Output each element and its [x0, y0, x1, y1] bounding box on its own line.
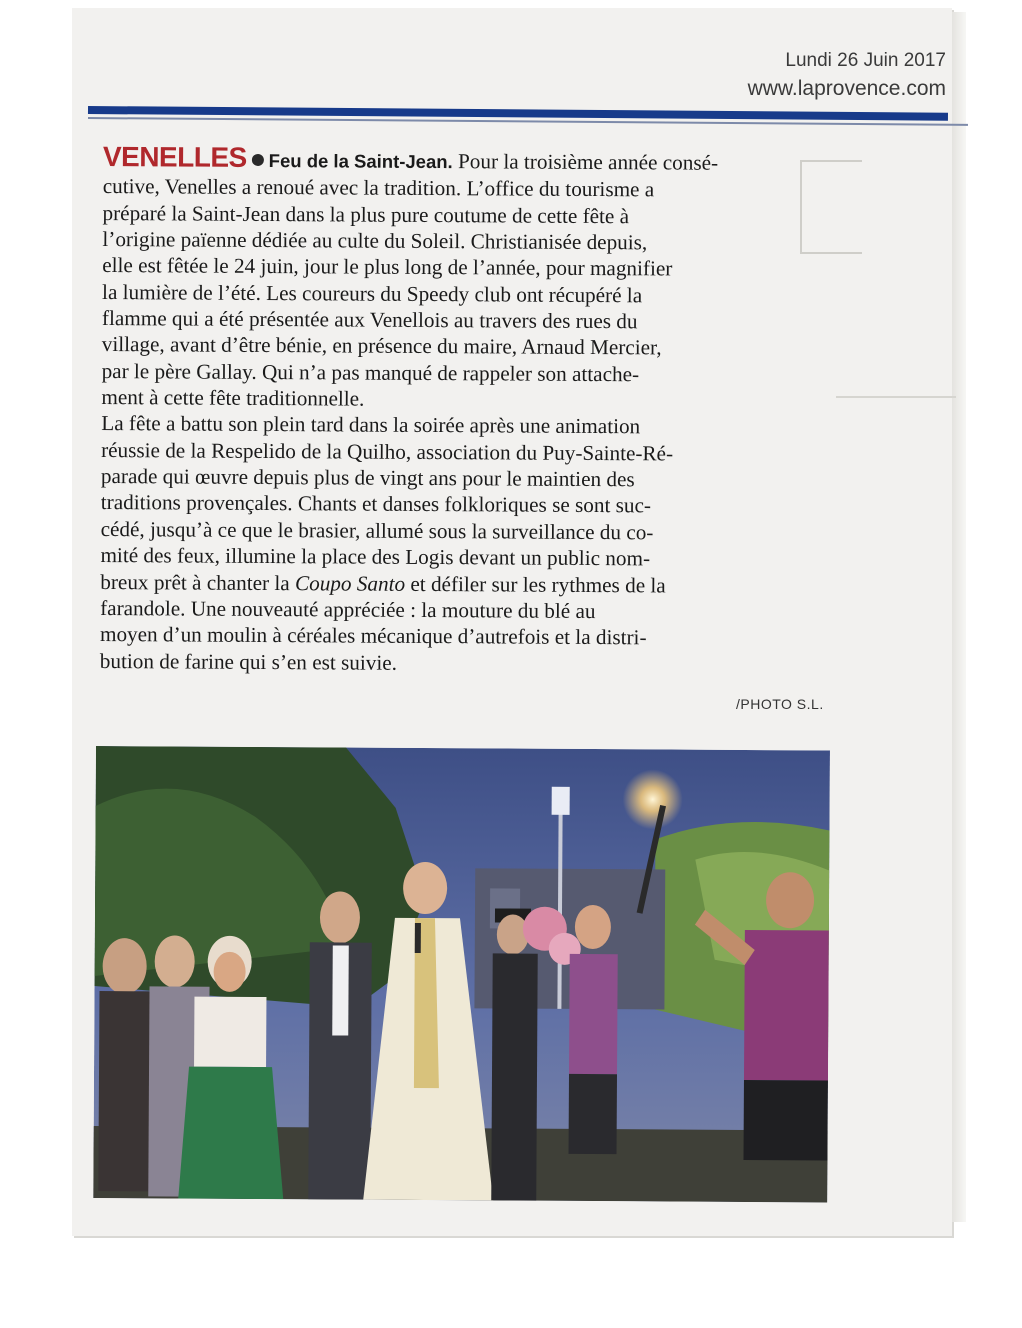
- article-line: préparé la Saint-Jean dans la plus pure coutume de cette fête à: [102, 200, 630, 228]
- adjacent-column-rule: [836, 396, 956, 398]
- article-line: cutive, Venelles a renoué avec la tradition. L’office du tourisme a: [102, 174, 655, 202]
- article-line: moyen d’un moulin à céréales mécanique d’autrefois et la distri-: [99, 622, 647, 650]
- article-lead: Feu de la Saint-Jean.: [268, 150, 453, 173]
- photo-illustration: [93, 746, 830, 1202]
- article-line: elle est fêtée le 24 juin, jour le plus long de l’année, pour magnifier: [102, 253, 673, 281]
- article-line: par le père Gallay. Qui n’a pas manqué de rappeler son attache-: [101, 358, 640, 387]
- article-text: breux prêt à chanter la: [100, 569, 296, 595]
- bullet-icon: [252, 154, 264, 166]
- publication-url: www.laprovence.com: [747, 77, 946, 100]
- article-line: parade qui œuvre depuis plus de vingt ans pour le maintien des: [100, 464, 635, 492]
- article-first-line: [102, 141, 843, 178]
- article-line: bution de farine qui s’en est suivie.: [99, 648, 398, 675]
- publication-date: Lundi 26 Juin 2017: [785, 50, 946, 71]
- article-line: farandole. Une nouveauté appréciée : la mouture du blé au: [100, 595, 596, 623]
- article-line: village, avant d’être bénie, en présence du maire, Arnaud Mercier,: [101, 332, 662, 360]
- article-line: traditions provençales. Chants et danses folkloriques se sont suc-: [100, 490, 652, 518]
- article-kicker: VENELLES: [102, 141, 247, 173]
- article-line: La fête a battu son plein tard dans la soirée après une animation: [101, 411, 641, 439]
- article-line: mité des feux, illumine la place des Logis devant un public nom-: [100, 543, 651, 571]
- article-body: [99, 141, 843, 678]
- song-title: Coupo Santo: [294, 570, 406, 596]
- article-line: ment à cette fête traditionnelle.: [101, 385, 365, 411]
- article-text: et défiler sur les rythmes de la: [405, 571, 666, 597]
- article-photo: [93, 746, 830, 1202]
- article-line: flamme qui a été présentée aux Venellois au travers des rues du: [101, 306, 638, 334]
- article-line: l’origine païenne dédiée au culte du Soleil. Christianisée depuis,: [102, 227, 648, 255]
- article-line: Pour la troisième année consé-: [452, 149, 719, 175]
- article-line: réussie de la Respelido de la Quilho, association du Puy-Sainte-Ré-: [101, 437, 674, 466]
- article-line: cédé, jusqu’à ce que le brasier, allumé sous la surveillance du co-: [100, 516, 654, 545]
- photo-credit: /PHOTO S.L.: [736, 696, 824, 712]
- clipping-edge: [952, 12, 966, 1222]
- article-line: la lumière de l’été. Les coureurs du Speedy club ont récupéré la: [102, 279, 643, 308]
